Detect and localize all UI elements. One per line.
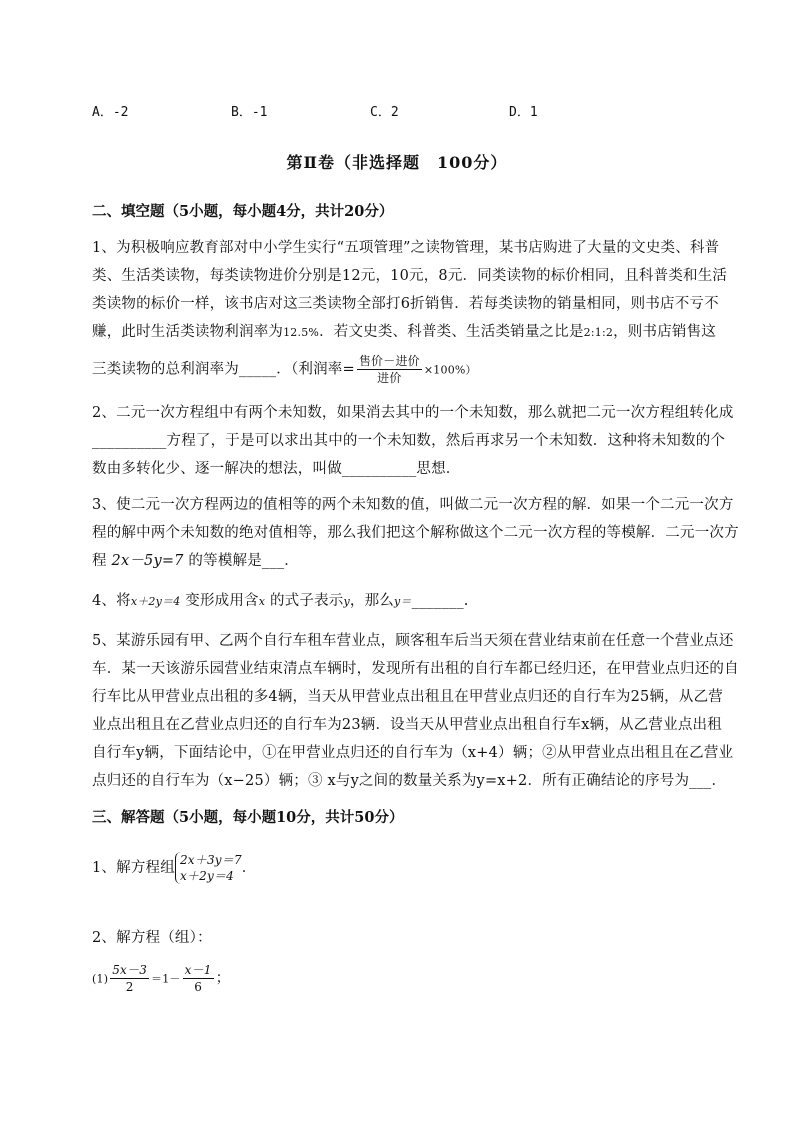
- q-line: 程的解中两个未知数的绝对值相等，那么我们把这个解称做这个二元一次方程的等模解．二元一次方: [92, 525, 739, 541]
- math-equation: x＋2y＝4: [130, 595, 181, 608]
- text-span: ＝1－: [151, 972, 181, 986]
- text-span: 4、将: [92, 593, 131, 609]
- question-2-1: [92, 234, 728, 386]
- fraction-denominator: 进价: [377, 371, 402, 385]
- fraction-denominator: 6: [194, 980, 203, 994]
- math-value: 2:1:2: [583, 326, 614, 339]
- text-span: ．: [241, 860, 257, 876]
- text-span: 变形成用含: [180, 593, 259, 609]
- math-var: y: [343, 595, 350, 608]
- profit-rate-fraction: [357, 353, 422, 386]
- math-value: 12.5%: [283, 326, 320, 339]
- text-span: ．若文史类、科普类、生活类销量之比是: [319, 324, 584, 340]
- equation-2: x＋2y＝4: [179, 869, 234, 883]
- q-line: [92, 852, 712, 884]
- q-line: [92, 318, 716, 347]
- q-line: [92, 353, 712, 386]
- q-line: 3、使二元一次方程两边的值相等的两个未知数的值，叫做二元一次方程的解．如果一个二元一次方: [92, 497, 734, 513]
- q-line: 车．某一天该游乐园营业结束清点车辆时，发现所有出租的自行车都已经归还，在甲营业点归还的自: [92, 661, 739, 677]
- math-equation: 2x－5y=7: [111, 553, 184, 569]
- lhs-fraction: [110, 962, 149, 995]
- text-span: ，那么: [349, 593, 395, 609]
- q-line: [92, 962, 712, 995]
- question-3-1: [92, 852, 712, 884]
- q-line: 2、解方程（组）：: [92, 930, 212, 946]
- section-heading-fill-in: 二、填空题（5小题，每小题4分，共计20分）: [92, 203, 394, 220]
- fraction-denominator: 2: [125, 980, 134, 994]
- q-line: [92, 547, 712, 575]
- q-line: 类读物的标价一样，该书店对这三类读物全部打6折销售．若每类读物的销量相同，则书店不亏不: [92, 296, 719, 312]
- option-c: C．2: [370, 105, 399, 120]
- equation-1: 2x＋3y＝7: [179, 853, 242, 867]
- question-2-5: [92, 627, 739, 795]
- text-span: 的式子表示: [265, 593, 344, 609]
- text-span: 的等模解是___．: [183, 553, 299, 569]
- q-line: [92, 587, 712, 616]
- q-line: 2、二元一次方程组中有两个未知数，如果消去其中的一个未知数，那么就把二元一次方程组转化成: [92, 405, 734, 421]
- part-title: 第Ⅱ卷（非选择题 100分）: [286, 153, 508, 172]
- option-d: D．1: [509, 105, 538, 120]
- text-span: 三类读物的总利润率为_____．（利润率=: [92, 361, 355, 378]
- text-span: ，则书店销售这: [613, 324, 716, 340]
- q-line: 点归还的自行车为（x−25）辆；③ x与y之间的数量关系为y=x+2．所有正确结论的序号为___．: [92, 773, 727, 789]
- section-heading-solve: 三、解答题（5小题，每小题10分，共计50分）: [92, 809, 404, 826]
- text-span: 1、解方程组: [92, 860, 175, 876]
- q-line: __________方程了，于是可以求出其中的一个未知数，然后再求另一个未知数．这种将未知数的个: [92, 433, 726, 449]
- question-3-2-part-1: [92, 962, 712, 995]
- question-2-3: [92, 491, 739, 575]
- math-var: y＝: [394, 595, 412, 608]
- text-span: ；: [215, 970, 231, 987]
- text-span: 赚，此时生活类读物利润率为: [92, 324, 284, 340]
- part-label: (1): [92, 972, 109, 986]
- fraction-numerator: 5x－3: [112, 963, 148, 977]
- question-2-4: [92, 587, 712, 616]
- question-2-2: [92, 399, 734, 483]
- equation-system: [175, 852, 242, 884]
- rhs-fraction: [183, 962, 214, 995]
- text-span: 程: [92, 553, 112, 569]
- q-line: 行车比从甲营业点出租的多4辆，当天从甲营业点出租且在甲营业点归还的自行车为25辆，从乙营: [92, 689, 723, 705]
- q-line: 自行车y辆，下面结论中，①在甲营业点归还的自行车为（x+4）辆；②从甲营业点出租且在乙营业: [92, 745, 734, 761]
- text-span: ×100%）: [423, 363, 477, 377]
- option-b: B．-1: [231, 105, 268, 120]
- option-a: A．-2: [92, 105, 129, 120]
- q-line: 类、生活类读物，每类读物进价分别是12元，10元，8元．同类读物的标价相同，且科普类和生活: [92, 268, 728, 284]
- math-var: x: [258, 595, 266, 608]
- question-3-2: [92, 924, 712, 952]
- q-line: 业点出租且在乙营业点归还的自行车为23辆．设当天从甲营业点出租自行车x辆，从乙营业点出租: [92, 717, 722, 733]
- blank: _______.: [411, 593, 469, 609]
- fraction-numerator: x－1: [184, 963, 212, 977]
- fraction-numerator: 售价－进价: [358, 354, 420, 368]
- q-line: 数由多转化少、逐一解决的想法，叫做__________思想．: [92, 461, 461, 477]
- q-line: 5、某游乐园有甲、乙两个自行车租车营业点，顾客租车后当天须在营业结束前在任意一个营业点还: [92, 633, 734, 649]
- q-line: 1、为积极响应教育部对中小学生实行“五项管理”之读物管理，某书店购进了大量的文史类、科普: [92, 240, 720, 256]
